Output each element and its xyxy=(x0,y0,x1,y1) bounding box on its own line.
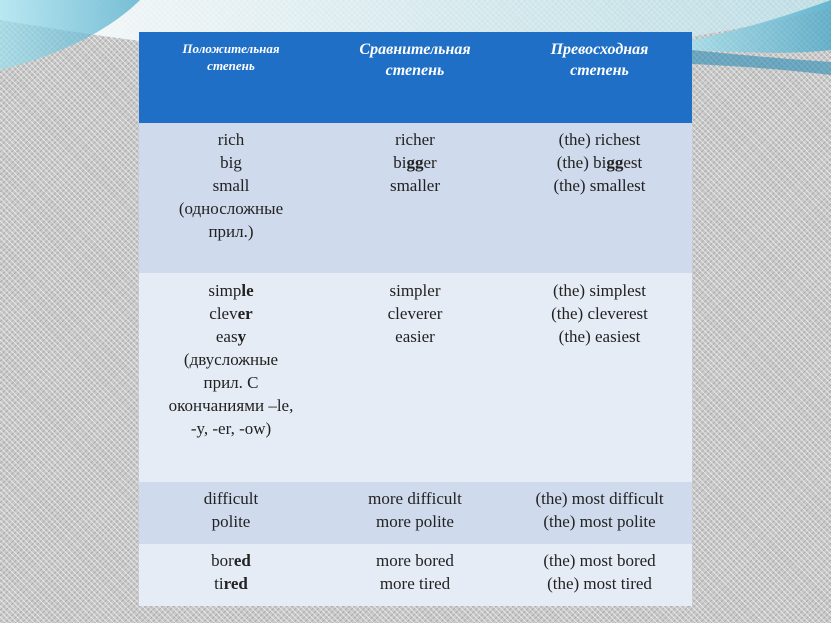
comparison-degrees-table xyxy=(139,32,692,606)
cell-line xyxy=(507,302,692,325)
word-part: (the) most difficult xyxy=(535,489,664,508)
word-part: (the) simplest xyxy=(552,281,646,300)
cell-line xyxy=(323,128,507,151)
word-part: simp xyxy=(208,281,242,300)
cell-line xyxy=(323,174,507,197)
header-superlative: Превосходная степень xyxy=(507,32,692,123)
word-part: прил. С xyxy=(203,373,259,392)
cell-line xyxy=(139,128,323,151)
cell-line xyxy=(139,371,323,394)
cell-line xyxy=(139,302,323,325)
cell-superlative xyxy=(507,544,692,606)
word-part: (the) bi xyxy=(556,153,607,172)
word-part: more polite xyxy=(376,512,454,531)
word-part: (the) easiest xyxy=(558,327,641,346)
cell-line xyxy=(323,302,507,325)
table-row xyxy=(139,482,692,544)
word-part: (the) most bored xyxy=(543,551,656,570)
cell-line xyxy=(507,549,692,572)
cell-superlative xyxy=(507,273,692,482)
cell-superlative xyxy=(507,482,692,544)
cell-line xyxy=(139,510,323,533)
emphasized-ending: gg xyxy=(606,153,624,172)
word-part: simpler xyxy=(389,281,441,300)
cell-superlative xyxy=(507,123,692,273)
emphasized-ending: er xyxy=(237,304,253,323)
cell-line xyxy=(323,325,507,348)
word-part: (the) most polite xyxy=(543,512,656,531)
word-part: -y, -er, -ow) xyxy=(190,419,272,438)
cell-line xyxy=(139,279,323,302)
emphasized-ending: red xyxy=(223,574,248,593)
cell-line xyxy=(139,174,323,197)
cell-line xyxy=(507,325,692,348)
cell-line xyxy=(323,510,507,533)
table-row xyxy=(139,273,692,482)
cell-line xyxy=(139,572,323,595)
cell-line xyxy=(139,325,323,348)
cell-line xyxy=(507,510,692,533)
cell-line xyxy=(139,394,323,417)
word-part: er xyxy=(423,153,437,172)
emphasized-ending: ed xyxy=(233,551,251,570)
word-part: (двусложные xyxy=(183,350,279,369)
word-part: (односложные xyxy=(178,199,284,218)
word-part: (the) most tired xyxy=(547,574,652,593)
word-part: bi xyxy=(393,153,407,172)
table-header-row xyxy=(139,32,692,123)
word-part: cleverer xyxy=(387,304,443,323)
cell-comparative xyxy=(323,544,507,606)
table-row xyxy=(139,544,692,606)
word-part: smaller xyxy=(389,176,441,195)
cell-line xyxy=(139,220,323,243)
word-part: eas xyxy=(215,327,238,346)
cell-line xyxy=(139,417,323,440)
cell-line xyxy=(323,279,507,302)
cell-line xyxy=(507,572,692,595)
cell-line xyxy=(323,151,507,174)
word-part: difficult xyxy=(203,489,259,508)
emphasized-ending: gg xyxy=(406,153,424,172)
word-part: more difficult xyxy=(368,489,462,508)
header-positive: Положительная степень xyxy=(139,32,323,123)
word-part: ti xyxy=(214,574,224,593)
header-comparative: Сравнительная степень xyxy=(323,32,507,123)
word-part: bor xyxy=(211,551,234,570)
cell-comparative xyxy=(323,482,507,544)
cell-line xyxy=(139,197,323,220)
word-part: rich xyxy=(217,130,245,149)
word-part: clev xyxy=(209,304,238,323)
cell-positive xyxy=(139,123,323,273)
cell-line xyxy=(139,151,323,174)
cell-line xyxy=(507,487,692,510)
word-part: (the) smallest xyxy=(553,176,646,195)
word-part: est xyxy=(623,153,643,172)
cell-line xyxy=(507,151,692,174)
word-part: (the) cleverest xyxy=(551,304,648,323)
cell-line xyxy=(139,549,323,572)
emphasized-ending: y xyxy=(237,327,247,346)
emphasized-ending: le xyxy=(241,281,254,300)
word-part: окончаниями –le, xyxy=(168,396,294,415)
word-part: more bored xyxy=(376,551,454,570)
cell-line xyxy=(507,174,692,197)
word-part: richer xyxy=(395,130,435,149)
word-part: small xyxy=(212,176,250,195)
word-part: прил.) xyxy=(208,222,254,241)
word-part: polite xyxy=(211,512,251,531)
cell-comparative xyxy=(323,273,507,482)
word-part: easier xyxy=(395,327,435,346)
cell-comparative xyxy=(323,123,507,273)
cell-line xyxy=(139,487,323,510)
word-part: (the) richest xyxy=(558,130,641,149)
cell-positive xyxy=(139,482,323,544)
cell-line xyxy=(323,549,507,572)
table-row xyxy=(139,123,692,273)
cell-line xyxy=(507,128,692,151)
word-part: big xyxy=(220,153,242,172)
cell-positive xyxy=(139,273,323,482)
cell-line xyxy=(507,279,692,302)
word-part: more tired xyxy=(379,574,451,593)
cell-positive xyxy=(139,544,323,606)
cell-line xyxy=(323,487,507,510)
cell-line xyxy=(323,572,507,595)
cell-line xyxy=(139,348,323,371)
